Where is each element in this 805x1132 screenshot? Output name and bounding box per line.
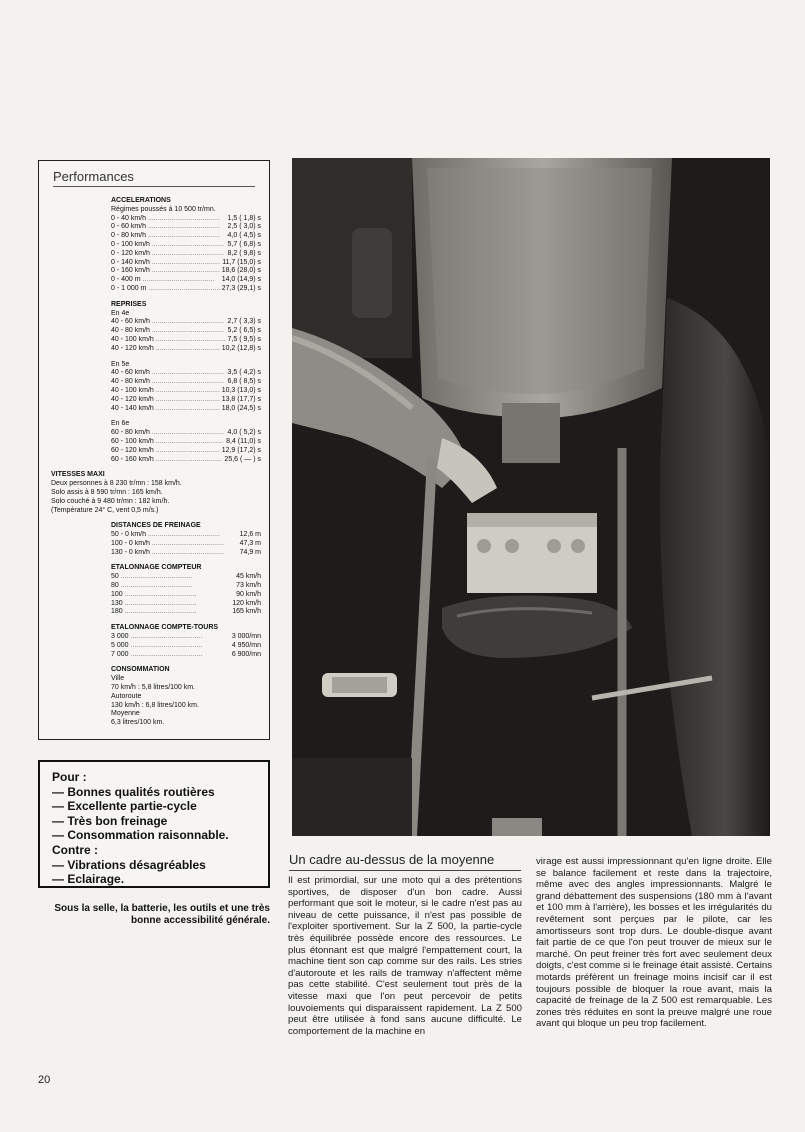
consommation-line: 130 km/h : 6,8 litres/100 km. — [111, 701, 199, 709]
row-value: 3,5 ( 4,2) s — [227, 369, 261, 377]
row-label: 3 000 ..... — [111, 633, 230, 642]
consommation-line: Autoroute — [111, 692, 142, 700]
row-label: 0 - 100 km/h ..... — [111, 241, 226, 250]
row-value: 4,0 ( 4,5) s — [227, 232, 261, 240]
table-row — [111, 223, 261, 232]
reprise-rows — [111, 429, 261, 464]
table-row — [111, 405, 261, 414]
table-row — [111, 642, 261, 651]
consommation-section — [111, 666, 261, 728]
consommation-line: Moyenne — [111, 710, 140, 718]
compteur-rows — [111, 573, 261, 617]
row-label: 40 - 140 km/h ..... — [111, 405, 220, 414]
row-value: 5,2 ( 6,5) s — [227, 327, 261, 335]
row-label: 60 - 120 km/h ..... — [111, 447, 220, 456]
table-row — [111, 549, 261, 558]
accelerations-title: ACCELERATIONS — [111, 197, 171, 204]
row-value: 8,2 ( 9,8) s — [227, 249, 261, 257]
reprise-rows — [111, 369, 261, 413]
row-label: 0 - 140 km/h ..... — [111, 259, 220, 268]
row-value: 18,0 (24,5) s — [221, 404, 261, 412]
row-value: 47,3 m — [239, 539, 261, 547]
row-label: 40 - 100 km/h ..... — [111, 336, 226, 345]
row-value: 27,3 (29,1) s — [221, 284, 261, 292]
row-label: 60 - 80 km/h ..... — [111, 429, 226, 438]
comptetours-title: ETALONNAGE COMPTE-TOURS — [111, 624, 219, 632]
row-value: 1,5 ( 1,8) s — [227, 214, 261, 222]
compteur-title: ETALONNAGE COMPTEUR — [111, 564, 202, 572]
row-value: 45 km/h — [236, 573, 261, 581]
reprise-gear: En 6e — [111, 420, 130, 428]
row-label: 0 - 40 km/h ..... — [111, 215, 226, 224]
row-value: 18,6 (28,0) s — [221, 267, 261, 275]
row-label: 40 - 60 km/h ..... — [111, 318, 226, 327]
row-label: 0 - 80 km/h ..... — [111, 232, 226, 241]
table-row — [111, 651, 261, 660]
consommation-title: CONSOMMATION — [111, 666, 170, 674]
reprises-groups — [111, 310, 261, 465]
reprise-group — [111, 310, 261, 354]
row-label: 40 - 80 km/h ..... — [111, 378, 226, 387]
pour-contre-list — [52, 770, 229, 887]
row-value: 25,6 ( — ) s — [224, 455, 261, 463]
performances-title: Performances — [53, 169, 134, 184]
pour-item: — Bonnes qualités routières — [52, 784, 215, 799]
reprise-group — [111, 361, 261, 414]
accelerations-section — [111, 197, 261, 294]
table-row — [111, 336, 261, 345]
table-row — [111, 396, 261, 405]
pour-heading: Pour : — [52, 770, 87, 784]
table-row — [111, 232, 261, 241]
row-label: 80 ..... — [111, 582, 234, 591]
row-value: 3 000/mn — [231, 633, 261, 641]
row-label: 5 000 ..... — [111, 642, 230, 651]
row-label: 180 ..... — [111, 608, 230, 617]
consommation-line: Ville — [111, 675, 125, 683]
photo-caption: Sous la selle, la batterie, les outils et une très bonne accessibilité générale. — [54, 903, 270, 926]
vitesses-line: Solo assis à 8 590 tr/mn : 165 km/h. — [51, 488, 163, 496]
row-value: 165 km/h — [232, 608, 261, 616]
row-value: 73 km/h — [236, 582, 261, 590]
row-label: 130 - 0 km/h ..... — [111, 549, 238, 558]
pour-item: — Très bon freinage — [52, 813, 168, 828]
row-label: 0 - 1 000 m ..... — [111, 285, 220, 294]
row-value: 6 900/mn — [231, 650, 261, 658]
freinage-section — [111, 522, 261, 557]
table-row — [111, 540, 261, 549]
comptetours-section — [111, 624, 261, 659]
page-number: 20 — [38, 1074, 51, 1086]
row-value: 10,3 (13,0) s — [221, 386, 261, 394]
row-value: 5,7 ( 6,8) s — [227, 240, 261, 248]
table-row — [111, 531, 261, 540]
table-row — [111, 318, 261, 327]
table-row — [111, 285, 261, 294]
row-value: 74,9 m — [239, 548, 261, 556]
reprises-section — [111, 301, 261, 465]
reprise-gear: En 5e — [111, 360, 130, 368]
row-value: 90 km/h — [236, 590, 261, 598]
comptetours-rows — [111, 633, 261, 659]
performances-body — [39, 197, 269, 728]
article-title-rule — [289, 870, 521, 871]
table-row — [111, 447, 261, 456]
row-label: 100 ..... — [111, 591, 234, 600]
table-row — [111, 429, 261, 438]
reprise-gear: En 4e — [111, 309, 130, 317]
row-label: 0 - 160 km/h ..... — [111, 267, 220, 276]
consommation-line: 6,3 litres/100 km. — [111, 719, 165, 727]
vitesses-line: Deux personnes à 8 230 tr/mn : 158 km/h. — [51, 480, 182, 488]
row-value: 14,0 (14,9) s — [221, 276, 261, 284]
article-title: Un cadre au-dessus de la moyenne — [289, 852, 495, 867]
article-column-1: Il est primordial, sur une moto qui a des prétentions sportives, de disposer d'un bon cadre. Aussi performant que soit le moteur, si le cadre n'est pas au niveau de cette puissance, il n'est pas possible de l'exploiter sportivement. Sur la Z 500, la partie-cycle très équilibrée possède encore des ressources. Le plus étonnant est que malgré l'empattement court, la machine tient son cap comme sur des rails. Les stries d'autoroute et les rails de tramway n'affectent même pas cette stabilité. C'est seulement tout près de la vitesse maxi que l'on peut percevoir de petits louvoiements qui disparaissent rapidement. La Z 500 peut être utilisée à fond sans aucune difficulté. Le comportement de la machine en — [288, 875, 522, 1037]
accelerations-rows — [111, 215, 261, 294]
reprise-group — [111, 420, 261, 464]
row-label: 0 - 400 m ..... — [111, 276, 220, 285]
pour-item: — Excellente partie-cycle — [52, 799, 197, 814]
table-row — [111, 276, 261, 285]
table-row — [111, 582, 261, 591]
row-label: 40 - 120 km/h ..... — [111, 345, 220, 354]
row-label: 7 000 ..... — [111, 651, 230, 660]
article-column-2: virage est aussi impressionnant qu'en ligne droite. Elle se balance facilement et reste dans la trajectoire, même avec des angles impressionnants. Malgré le grand débattement des suspensions (180 mm à l'avant et 100 mm à l'arrière), les bosses et les irrégularités du revêtement sont perçues par le pilote, car les amortisseurs sont trop durs. Le double-disque avant fait partie de ce que l'on peut trouver de mieux sur le marché. On peut freiner très fort avec seulement deux doigts, c'est comme si le freinage était assisté. Certains motards préfèrent un freinage moins incisif car il est toujours possible de bloquer la roue avant, mais la capacité de freinage de la Z 500 est remarquable. Les zones très réduites en sont la preuve malgré une roue avant qui bloque un peu trop facilement. — [536, 856, 772, 1030]
row-label: 40 - 100 km/h ..... — [111, 387, 220, 396]
table-row — [111, 438, 261, 447]
row-label: 50 ..... — [111, 573, 234, 582]
row-label: 0 - 120 km/h ..... — [111, 250, 226, 259]
table-row — [111, 215, 261, 224]
row-value: 13,8 (17,7) s — [221, 395, 261, 403]
contre-item: — Vibrations désagréables — [52, 857, 206, 872]
row-label: 50 - 0 km/h ..... — [111, 531, 238, 540]
table-row — [111, 600, 261, 609]
photo-drawing — [292, 158, 770, 836]
compteur-section — [111, 564, 261, 617]
reprise-rows — [111, 318, 261, 353]
contre-heading: Contre : — [52, 842, 98, 857]
row-value: 4 950/mn — [231, 641, 261, 649]
row-label: 0 - 60 km/h ..... — [111, 223, 226, 232]
table-row — [111, 267, 261, 276]
row-value: 6,8 ( 8,5) s — [227, 378, 261, 386]
table-row — [111, 456, 261, 465]
row-value: 12,6 m — [239, 531, 261, 539]
table-row — [111, 608, 261, 617]
table-row — [111, 327, 261, 336]
table-row — [111, 387, 261, 396]
freinage-title: DISTANCES DE FREINAGE — [111, 522, 201, 530]
pour-item: — Consommation raisonnable. — [52, 828, 229, 843]
performances-title-rule — [53, 186, 255, 187]
vitesses-title: VITESSES MAXI — [51, 471, 105, 479]
accelerations-subtitle: Régimes poussés à 10 500 tr/mn. — [111, 205, 216, 213]
freinage-rows — [111, 531, 261, 557]
table-row — [111, 250, 261, 259]
consommation-line: 70 km/h : 5,8 litres/100 km. — [111, 684, 196, 692]
table-row — [111, 369, 261, 378]
vitesses-section — [51, 471, 261, 515]
row-value: 120 km/h — [232, 599, 261, 607]
row-value: 2,7 ( 3,3) s — [227, 318, 261, 326]
row-value: 11,7 (15,0) s — [222, 258, 261, 266]
performances-box — [38, 160, 270, 740]
table-row — [111, 591, 261, 600]
row-label: 40 - 60 km/h ..... — [111, 369, 226, 378]
table-row — [111, 345, 261, 354]
pour-contre-box — [38, 760, 270, 888]
row-label: 40 - 80 km/h ..... — [111, 327, 226, 336]
contre-item: — Eclairage. — [52, 872, 125, 887]
table-row — [111, 259, 261, 268]
row-label: 60 - 160 km/h ..... — [111, 456, 222, 465]
table-row — [111, 378, 261, 387]
table-row — [111, 633, 261, 642]
row-label: 60 - 100 km/h ..... — [111, 438, 224, 447]
reprises-title: REPRISES — [111, 300, 147, 308]
row-value: 10,2 (12,8) s — [221, 344, 261, 352]
vitesses-line: Solo couché à 9 480 tr/mn : 182 km/h. — [51, 497, 170, 505]
row-value: 8,4 (11,0) s — [226, 437, 261, 445]
motorcycle-underseat-photo — [292, 158, 770, 836]
row-value: 4,0 ( 5,2) s — [227, 429, 261, 437]
vitesses-line: (Température 24° C, vent 0,5 m/s.) — [51, 506, 159, 514]
row-value: 7,5 ( 9,5) s — [227, 335, 261, 343]
table-row — [111, 241, 261, 250]
row-label: 130 ..... — [111, 600, 230, 609]
row-label: 40 - 120 km/h ..... — [111, 396, 220, 405]
row-value: 2,5 ( 3,0) s — [227, 223, 261, 231]
row-label: 100 - 0 km/h ..... — [111, 540, 238, 549]
row-value: 12,9 (17,2) s — [221, 446, 261, 454]
table-row — [111, 573, 261, 582]
